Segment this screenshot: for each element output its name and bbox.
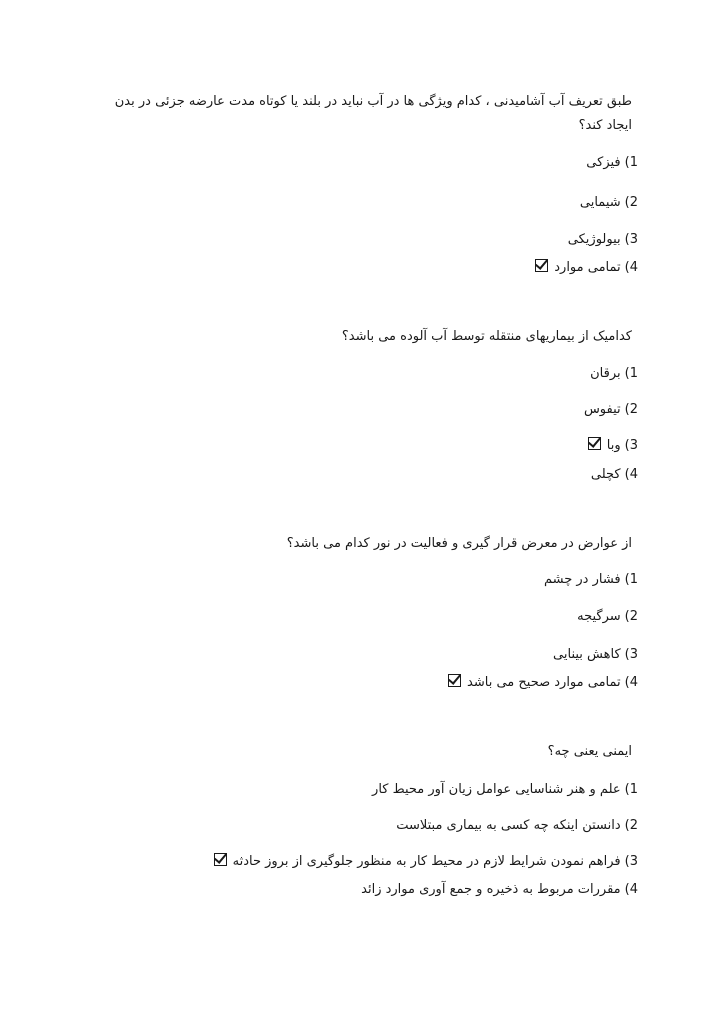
q3-option-1 bbox=[544, 570, 638, 590]
question-3-text: از عوارض در معرض قرار گیری و فعالیت در نور کدام می باشد؟ bbox=[286, 536, 632, 551]
q1-option-2 bbox=[580, 193, 638, 213]
question-2-text: کدامیک از بیماریهای منتقله توسط آب آلوده می باشد؟ bbox=[341, 329, 632, 344]
checkbox-checked-icon bbox=[214, 853, 227, 866]
option-label: تمامی موارد صحیح می باشد bbox=[467, 675, 621, 690]
option-number: 3) bbox=[624, 438, 638, 453]
checkbox-checked-icon bbox=[535, 259, 548, 272]
q2-option-1 bbox=[590, 364, 638, 384]
option-label: فشار در چشم bbox=[543, 572, 621, 587]
option-label: تمامی موارد bbox=[554, 260, 621, 275]
option-label: برقان bbox=[590, 366, 621, 381]
option-number: 1) bbox=[624, 155, 638, 170]
option-label: کاهش بینایی bbox=[553, 647, 621, 662]
q4-option-3 bbox=[214, 852, 638, 872]
option-number: 4) bbox=[624, 467, 638, 482]
option-number: 3) bbox=[624, 232, 638, 247]
option-number: 1) bbox=[624, 782, 638, 797]
option-number: 2) bbox=[624, 402, 638, 417]
option-number: 1) bbox=[624, 366, 638, 381]
q2-option-2 bbox=[584, 400, 638, 420]
checkbox-checked-icon bbox=[448, 674, 461, 687]
option-label: وبا bbox=[606, 438, 621, 453]
option-number: 2) bbox=[624, 818, 638, 833]
option-label: علم و هنر شناسایی عوامل زیان آور محیط کار bbox=[372, 782, 621, 797]
q4-option-1 bbox=[372, 780, 638, 800]
option-label: سرگیجه bbox=[577, 609, 621, 624]
option-label: تیفوس bbox=[583, 402, 621, 417]
option-label: بیولوژیکی bbox=[567, 232, 621, 247]
q1-option-1 bbox=[586, 153, 638, 173]
option-number: 1) bbox=[624, 572, 638, 587]
q3-option-3 bbox=[553, 645, 638, 665]
q2-option-3 bbox=[588, 436, 638, 456]
q2-option-4 bbox=[591, 465, 638, 485]
q3-option-4 bbox=[448, 673, 638, 693]
q4-option-4 bbox=[361, 880, 638, 900]
question-4-text: ایمنی یعنی چه؟ bbox=[547, 744, 632, 759]
q3-option-2 bbox=[577, 607, 638, 627]
option-label: شیمایی bbox=[579, 195, 621, 210]
option-label: دانستن اینکه چه کسی به بیماری مبتلاست bbox=[396, 818, 621, 833]
option-number: 3) bbox=[624, 647, 638, 662]
checkbox-checked-icon bbox=[588, 437, 601, 450]
q1-option-4 bbox=[535, 258, 638, 278]
q1-option-3 bbox=[568, 230, 638, 250]
option-label: کچلی bbox=[590, 467, 621, 482]
option-label: فیزکی bbox=[586, 155, 621, 170]
option-number: 2) bbox=[624, 609, 638, 624]
option-label: مقررات مربوط به ذخیره و جمع آوری موارد زائد bbox=[361, 882, 621, 897]
option-label: فراهم نمودن شرایط لازم در محیط کار به منظور جلوگیری از بروز حادثه bbox=[232, 854, 621, 869]
question-1-text: طبق تعریف آب آشامیدنی ، کدام ویژگی ها در آب نباید در بلند یا کوتاه مدت عارضه جزئی در بدن ایجاد کند؟ bbox=[114, 94, 632, 133]
option-number: 4) bbox=[624, 260, 638, 275]
q4-option-2 bbox=[396, 816, 638, 836]
option-number: 2) bbox=[624, 195, 638, 210]
option-number: 4) bbox=[624, 675, 638, 690]
option-number: 4) bbox=[624, 882, 638, 897]
option-number: 3) bbox=[624, 854, 638, 869]
